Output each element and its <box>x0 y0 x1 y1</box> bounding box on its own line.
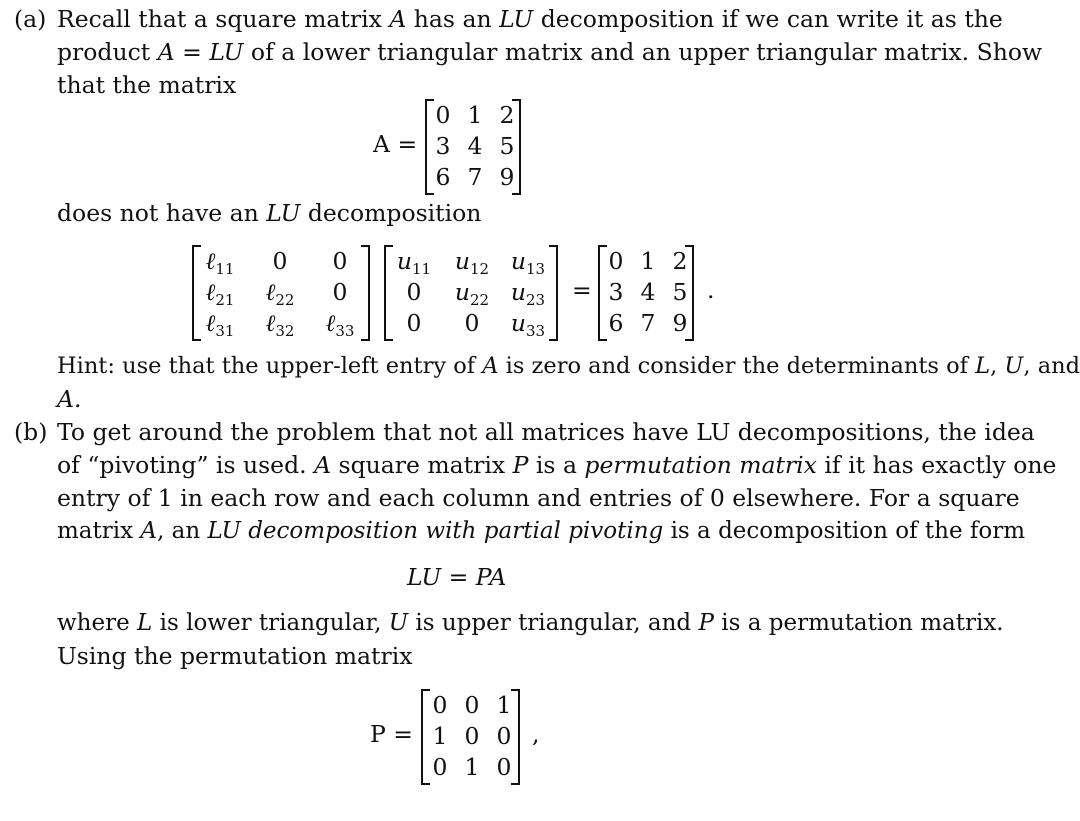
matrix-a-cell-2-1: 3 <box>435 132 451 160</box>
lu-partial-pivoting-term: LU decomposition with partial pivoting <box>207 518 664 544</box>
matrix-p-cell-1-1: 0 <box>432 691 448 719</box>
matrix-a <box>425 96 521 196</box>
matrix-a-rhs-cell-2-1: 3 <box>608 278 624 306</box>
matrix-u-cell-2-2: $u_{22}$ <box>454 278 490 309</box>
hint-line-2: A. <box>57 385 82 413</box>
matrix-u-cell-2-1: 0 <box>406 278 422 306</box>
matrix-l-cell-3-3: ℓ$_{33}$ <box>325 309 355 340</box>
part-b-label: (b) <box>14 418 48 446</box>
part-b-line-4-end: is a decomposition of the form <box>663 518 1026 544</box>
matrix-l-cell-2-1: ℓ$_{21}$ <box>205 278 235 309</box>
matrix-a-cell-3-3: 9 <box>499 163 515 191</box>
part-a-line-1: Recall that a square matrix A has an LU decomposition if we can write it as the <box>57 5 1003 33</box>
matrix-p-cell-1-3: 1 <box>496 691 512 719</box>
part-b-line-2-end: if it has exactly one <box>816 451 1057 479</box>
part-b-line-4 <box>57 515 1025 548</box>
part-b-line-4-start: matrix A, an <box>57 518 208 544</box>
matrix-a-rhs-cell-1-3: 2 <box>672 247 688 275</box>
matrix-a-cell-3-2: 7 <box>467 163 483 191</box>
matrix-a-cell-2-2: 4 <box>467 132 483 160</box>
matrix-a-rhs-cell-3-2: 7 <box>640 309 656 337</box>
matrix-p-cell-1-2: 0 <box>464 691 480 719</box>
matrix-p-label: P = <box>370 720 413 748</box>
matrix-l-cell-1-1: ℓ$_{11}$ <box>205 247 235 278</box>
part-b-line-2 <box>57 449 1056 482</box>
matrix-u-cell-1-2: $u_{12}$ <box>454 247 490 278</box>
part-b-line-3: entry of 1 in each row and each column and entries of 0 elsewhere. For a square <box>57 484 1020 512</box>
matrix-u-cell-3-3: $u_{33}$ <box>510 309 546 340</box>
matrix-p-cell-3-1: 0 <box>432 753 448 781</box>
matrix-p-cell-2-2: 0 <box>464 722 480 750</box>
matrix-p-cell-3-3: 0 <box>496 753 512 781</box>
matrix-l <box>192 242 370 342</box>
matrix-l-cell-2-2: ℓ$_{22}$ <box>265 278 295 309</box>
matrix-l-cell-3-2: ℓ$_{32}$ <box>265 309 295 340</box>
matrix-p-cell-2-1: 1 <box>432 722 448 750</box>
matrix-a-label: A = <box>373 130 418 158</box>
part-b-line-2-start: of “pivoting” is used. A square matrix P is a <box>57 451 585 479</box>
matrix-a-rhs-cell-2-3: 5 <box>672 278 688 306</box>
part-a-line-2: product A = LU of a lower triangular matrix and an upper triangular matrix. Show <box>57 38 1043 66</box>
hint-line-1: Hint: use that the upper-left entry of A is zero and consider the determinants of L, U, and <box>57 353 1080 379</box>
matrix-a-cell-3-1: 6 <box>435 163 451 191</box>
matrix-u <box>384 242 558 342</box>
matrix-u-cell-1-3: $u_{13}$ <box>510 247 546 278</box>
part-a-line-3: that the matrix <box>57 71 237 99</box>
matrix-a-cell-1-1: 0 <box>435 101 451 129</box>
part-a-label: (a) <box>14 5 47 33</box>
matrix-l-cell-3-1: ℓ$_{31}$ <box>205 309 235 340</box>
matrix-p-cell-3-2: 1 <box>464 753 480 781</box>
matrix-u-cell-3-1: 0 <box>406 309 422 337</box>
matrix-a-rhs-cell-1-1: 0 <box>608 247 624 275</box>
matrix-l-cell-1-3: 0 <box>332 247 348 275</box>
matrix-a-rhs <box>598 242 694 342</box>
matrix-a-cell-1-3: 2 <box>499 101 515 129</box>
matrix-l-cell-1-2: 0 <box>272 247 288 275</box>
matrix-a-cell-2-3: 5 <box>499 132 515 160</box>
matrix-p <box>421 686 520 786</box>
equation-period: . <box>707 276 715 304</box>
matrix-a-rhs-cell-1-2: 1 <box>640 247 656 275</box>
part-b-line-1: To get around the problem that not all matrices have LU decompositions, the idea <box>57 418 1035 446</box>
matrix-u-cell-1-1: $u_{11}$ <box>396 247 432 278</box>
matrix-a-cell-1-2: 1 <box>467 101 483 129</box>
matrix-u-cell-3-2: 0 <box>464 309 480 337</box>
part-b-line-6: Using the permutation matrix <box>57 642 413 670</box>
matrix-p-comma: , <box>532 720 540 748</box>
part-b-line-5: where L is lower triangular, U is upper triangular, and P is a permutation matrix. <box>57 610 1004 636</box>
matrix-p-cell-2-3: 0 <box>496 722 512 750</box>
part-a-line-4: does not have an LU decomposition <box>57 199 482 227</box>
matrix-a-rhs-cell-2-2: 4 <box>640 278 656 306</box>
permutation-matrix-term: permutation matrix <box>584 451 817 479</box>
matrix-l-cell-2-3: 0 <box>332 278 348 306</box>
matrix-u-cell-2-3: $u_{23}$ <box>510 278 546 309</box>
equals-sign: = <box>572 276 592 304</box>
formula-lu-pa: LU = PA <box>407 563 507 591</box>
matrix-a-rhs-cell-3-3: 9 <box>672 309 688 337</box>
matrix-a-rhs-cell-3-1: 6 <box>608 309 624 337</box>
